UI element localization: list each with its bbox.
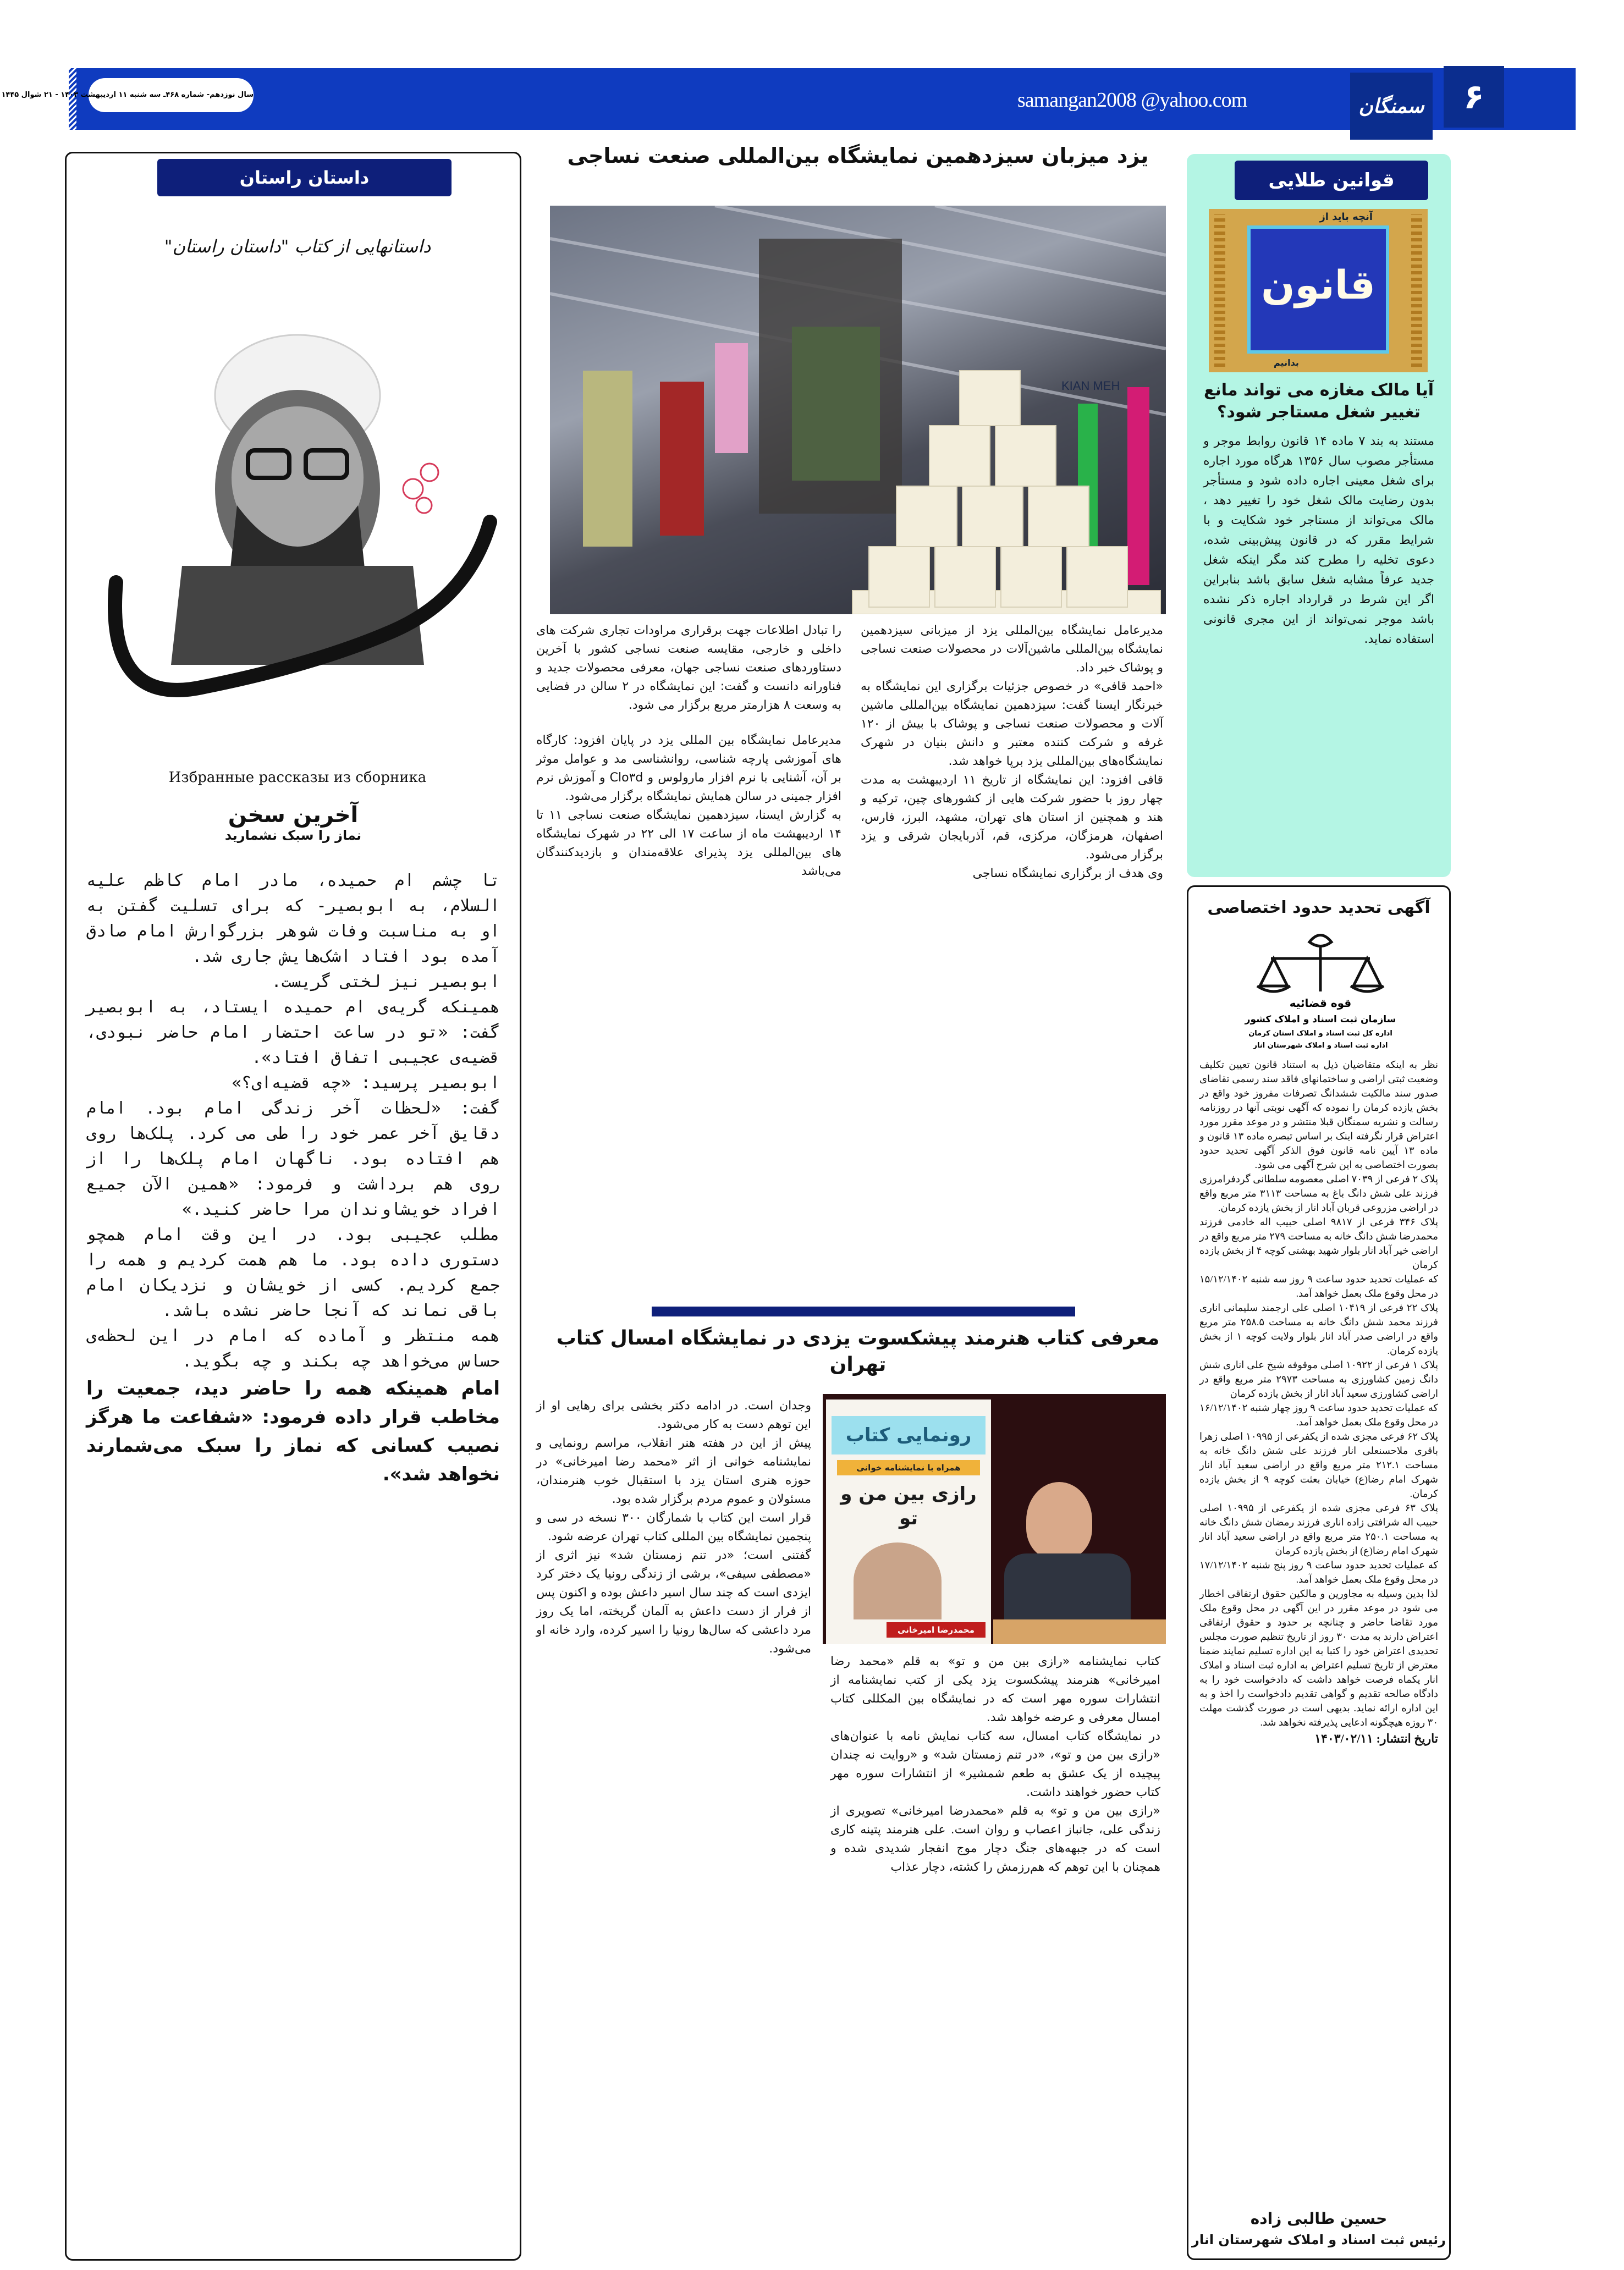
story-paragraph: ابوبصیر پرسید: «چه قضیه‌ای؟» xyxy=(232,1073,500,1093)
section-banner-golden-laws: قوانین طلایی xyxy=(1235,161,1428,200)
article2-paragraph: در نمایشگاه کتاب امسال، سه کتاب نمایش نامه با عنوان‌های «رازی بین من و تو»، «در تنم زمستان شد» و «روایت نه چندان پیچیده از یک عشق به طعم شمشیر» از انتشارات سوره مهر کتاب حضور خواهند داشت. xyxy=(830,1729,1160,1799)
article2-paragraph: پیش از این در هفته هنر انقلاب، مراسم رونمایی و نمایشنامه خوانی از اثر «محمد رضا امیرخانی» در حوزه هنری استان یزد با استقبال خوب هنرمندان، مسئولان و عموم مردم برگزار شده بود. xyxy=(536,1436,811,1506)
contact-email[interactable]: samangan2008 @yahoo.com xyxy=(1017,89,1247,112)
photo-textile-expo xyxy=(550,206,1166,614)
story-body xyxy=(86,868,500,1489)
book-poster xyxy=(826,1400,991,1644)
story-subtitle: نماز را سبک نشمارید xyxy=(224,828,362,843)
article1-column-1 xyxy=(861,621,1163,883)
law-tile xyxy=(1247,225,1389,354)
article2-paragraph: «رازی بین من و تو» به قلم «محمدرضا امیرخانی» تصویری از زندگی علی، جانباز اعصاب و روان است. علی هنرمند پتینه کاری است که در جبهه‌های جنگ دچار موج انفجار شدیدی شده و همچنان با این توهم که هم‌رزمش را کشته، دچار عذاب xyxy=(830,1804,1160,1874)
photo-sign-text: KIAN MEH xyxy=(1061,379,1120,393)
article1-paragraph: به گزارش ایسنا، سیزدهمین نمایشگاه صنعت نساجی ۱۱ تا ۱۴ اردیبهشت ماه از ساعت ۱۷ الی ۲۲ در شهرک نمایشگاه های بین‌المللی یزد پذیرای علاقه‌مندان و بازدیدکنندگان می‌باشد xyxy=(536,808,841,878)
article1-paragraph: «احمد قافی» در خصوص جزئیات برگزاری این نمایشگاه به خبرنگار ایسنا گفت: سیزدهمین نمایشگاه بین‌المللی ماشین آلات و محصولات صنعت نساجی و پوشاک با بیش از ۱۲۰ غرفه و شرکت کننده معتبر و دانش بنیان در شهرک نمایشگاه‌های بین‌المللی یزد برپا خواهد شد. xyxy=(861,680,1163,768)
article1-column-2 xyxy=(536,621,841,881)
legal-notice xyxy=(1187,885,1451,2260)
cover-caption: داستانهایی از کتاب "داستان راستان" xyxy=(164,236,431,257)
law-word: قانون xyxy=(1261,262,1375,308)
notice-paragraph: که عملیات تحدید حدود ساعت ۹ روز پنج شنبه ۱۷/۱۲/۱۴۰۲ در محل وقوع ملک بعمل خواهد آمد. xyxy=(1199,1560,1438,1585)
emblem-line-4: اداره ثبت اسناد و املاک شهرستان انار xyxy=(1253,1042,1388,1050)
page-number: ۶ xyxy=(1444,66,1504,128)
article-title-book-launch: معرفی کتاب هنرمند پیشکسوت یزدی در نمایشگاه امسال کتاب تهران xyxy=(556,1327,1160,1376)
notice-paragraph: که عملیات تحدید حدود ساعت ۹ روز چهار شنبه ۱۶/۱۲/۱۴۰۲ در محل وقوع ملک بعمل خواهد آمد. xyxy=(1199,1402,1438,1428)
notice-paragraph: نظر به اینکه متقاضیان ذیل به استناد قانون تعیین تکلیف وضعیت ثبتی اراضی و ساختمانهای فاقد سند رسمی تقاضای صدور سند مالکیت ششدانگ تصرفات مفروز خود واقع در بخش یازده کرمان را نموده که آگهی نوبتی آنها در روزنامه رسالت و نشریه سمنگان قبلا منتشر و در موعد مقرر مورد اعتراض قرار نگرفته اینک بر اساس تبصره ماده ۱۳ قانون و ماده ۱۳ آیین نامه قانون فوق الذکر آگهی تحدید حدود بصورت اختصاصی به این شرح آگهی می شود. xyxy=(1199,1059,1439,1170)
issue-info: سال نوزدهم- شماره ۴۶۸ـ سه شنبه ۱۱ اردیبهشت ۱۴۰۳ - ۲۱ شوال ۱۴۴۵ xyxy=(89,78,254,112)
emblem-line-3: اداره کل ثبت اسناد و املاک استان کرمان xyxy=(1248,1029,1392,1038)
publish-date-label: تاریخ انتشار: xyxy=(1376,1732,1438,1745)
notice-paragraph: پلاک ۶۲ فرعی مجزی شده از یکفرعی از ۱۰۹۹۵ اصلی زهرا باقری ملاحسنعلی انار فرزند علی شش دانگ خانه به مساحت ۲۱۲.۱ متر مربع واقع در اراضی سعید آباد انار شهرک امام رضا(ع) خیابان بعثت کوچه ۹ از بخش یازده کرمان. xyxy=(1199,1431,1438,1499)
notice-paragraph: پلاک ۶۳ فرعی مجزی شده از یکفرعی از ۱۰۹۹۵ اصلی حبیب اله شرافتی زاده اناری فرزند رمضان شش دانگ خانه به مساحت ۲۵۰.۱ متر مربع واقع در اراضی سعید آباد انار شهرک امام رضا(ع) از بخش یازده کرمان xyxy=(1199,1502,1438,1556)
story-paragraph: مطلب عجیبی بود. در این وقت امام همچو دستوری داده بود. ما هم همت کردیم و همه را جمع کردیم. کسی از خویشان و نزدیکان امام باقی نماند که آنجا حاضر نشده باشد. xyxy=(86,1225,500,1320)
notice-paragraph: پلاک ۱ فرعی از ۱۰۹۲۲ اصلی موقوفه شیخ علی اناری شش دانگ زمین کشاورزی به مساحت ۲۹۷۳ متر مربع واقع در اراضی کشاورزی سعید آباد انار از بخش یازده کرمان xyxy=(1199,1359,1438,1399)
signer-name: حسین طالبی زاده xyxy=(1250,2210,1388,2228)
article1-paragraph: را تبادل اطلاعات جهت برقراری مراودات تجاری شرکت های داخلی و خارجی، مقایسه صنعت نساجی کشور با آخرین دستاوردهای صنعت نساجی جهان، معرفی محصولات جدید و فناورانه دانست و گفت: این نمایشگاه در ۲ سالن در فضایی به وسعت ۸ هزارمتر مربع برگزار می شود. xyxy=(536,624,841,712)
story-paragraph: تا چشم ام حمیده، مادر امام کاظم علیه السلام، به ابوبصیر- که برای تسلیت گفتن به او به مناسبت وفات شوهر بزرگوارش امام صادق آمده بود افتاد اشک‌هایش جاری شد. xyxy=(86,871,500,966)
article2-paragraph: قرار است این کتاب با شمارگان ۳۰۰ نسخه در سی و پنجمین نمایشگاه بین المللی کتاب تهران عرضه شود. xyxy=(536,1511,811,1544)
article2-paragraph: گفتنی است؛ «در تنم زمستان شد» نیز اثری از «مصطفی سیفی»، برشی از زندگی رونیا یک دختر کرد ایزدی است که چند سال اسیر داعش بوده و اکنون پس از فرار از دست داعش به آلمان گریخته، اما یک روز مرد داعشی که سال‌ها رونیا را اسیر کرده، وارد خانه او می‌شود. xyxy=(536,1549,811,1656)
article2-paragraph: وجدان است. در ادامه دکتر بخشی برای رهایی او از این توهم دست به کار می‌شود. xyxy=(536,1399,811,1431)
article-title-textile-expo: یزد میزبان سیزدهمین نمایشگاه بین‌المللی صنعت نساجی xyxy=(567,144,1149,168)
notice-paragraph: لذا بدین وسیله به مجاورین و مالکین حقوق ارتفاقی اخطار می شود در موعد مقرر در این آگهی در محل وقوع ملک مورد تقاضا حاضر و چنانچه بر حدود و حقوق ارتفاقی اعتراض دارند به مدت ۳۰ روز از تاریخ تنظیم صورت مجلس تحدیدی اعتراض خود را کتبا به این اداره تسلیم نمایند ضمنا معترض از تاریخ تسلیم اعتراض به اداره ثبت اسناد و املاک انار یکماه فرصت خواهد داشت که دادخواست خود را به دادگاه صالحه تقدیم و گواهی تقدیم دادخواست را اخذ و به این اداره ارائه نماید. بدیهی است در صورت گذشت مهلت ۳۰ روزه هیچگونه ادعایی پذیرفته نخواهد شد. xyxy=(1199,1588,1439,1728)
law-image-bottom-text: بدانیم xyxy=(1274,357,1299,368)
notice-paragraph: پلاک ۲ فرعی از ۷۰۳۹ اصلی معصومه سلطانی گردفرامرزی فرزند علی شش دانگ باغ به مساحت ۳۱۱۳ متر مربع واقع در اراضی مزروعی قربان آباد انار از بخش یازده کرمان. xyxy=(1199,1173,1439,1213)
article1-paragraph: مدیرعامل نمایشگاه بین المللی یزد در پایان افزود: کارگاه های آموزشی پارچه شناسی، روانشناسی مد و عوامل موثر بر آن، آشنایی با نرم افزار مارولوس و Clo۳d و آموزش نرم افزار جمینی در سالن همایش نمایشگاه برگزار می‌شود. xyxy=(536,734,841,803)
publish-date: ۱۴۰۳/۰۲/۱۱ xyxy=(1314,1732,1374,1745)
podium xyxy=(993,1619,1166,1644)
article2-paragraph: کتاب نمایشنامه «رازی بین من و تو» به قلم «محمد رضا امیرخانی» هنرمند پیشکسوت یزد یکی از کتب نمایشنامه از انتشارات سوره مهر است که در نمایشگاه بین المکللی کتاب امسال معرفی و عرضه خواهد شد. xyxy=(830,1655,1160,1724)
notice-signature xyxy=(1188,2210,1449,2247)
emblem-line-1: قوه قضائیه xyxy=(1289,996,1352,1010)
newspaper-logo: سمنگان xyxy=(1350,73,1433,140)
section-divider xyxy=(652,1307,1075,1316)
speaker-head xyxy=(1026,1482,1092,1559)
poster-portrait xyxy=(854,1542,942,1619)
golden-laws-panel xyxy=(1187,154,1451,877)
poster-author: محمدرضا امیرخانی xyxy=(887,1622,986,1638)
cover-calligraphy: مطهری xyxy=(468,715,486,721)
story-paragraph: ابوبصیر نیز لختی گریست. xyxy=(271,972,500,991)
notice-body xyxy=(1199,1057,1438,1746)
emblem-line-2: سازمان ثبت اسناد و املاک کشور xyxy=(1245,1014,1396,1025)
law-illustration xyxy=(1209,209,1428,372)
law-image-top-text: آنچه باید از xyxy=(1319,211,1373,223)
story-paragraph: همه منتظر و آماده که امام در این لحظه‌ی حساس می‌خواهد چه بکند و چه بگوید. xyxy=(86,1326,500,1371)
story-paragraph: گفت: «لحظات آخر زندگی امام بود. امام دقایق آخر عمر خود را طی می کرد. پلک‌ها روی هم افتاده بود. ناگهان امام پلک‌ها را از روی هم برداشت و فرمود: «همین الآن جمیع افراد خویشاوندان مرا حاضر کنید.» xyxy=(86,1099,500,1219)
article2-column-1 xyxy=(830,1652,1160,1877)
publish-date-row xyxy=(1199,1732,1438,1746)
stories-column xyxy=(65,152,521,2261)
article1-paragraph: وی هدف از برگزاری نمایشگاه نساجی xyxy=(972,867,1163,880)
story-title: آخرین سخن xyxy=(228,802,359,828)
poster-subtitle: همراه با نمایشنامه خوانی xyxy=(837,1460,980,1475)
section-banner-stories: داستان راستان xyxy=(157,159,452,196)
notice-paragraph: پلاک ۳۴۶ فرعی از ۹۸۱۷ اصلی حبیب اله خادمی فرزند محمدرضا شش دانگ خانه به مساحت ۲۷۹ متر مربع واقع در اراضی خیر آباد انار بلوار شهید بهشتی کوچه ۴ از بخش یازده کرمان xyxy=(1199,1216,1438,1270)
masthead-bar xyxy=(1,68,1576,130)
story-conclusion: امام همینکه همه را حاضر دید، جمعیت را مخاطب قرار داده فرمود: «شفاعت ما هرگز نصیب کسانی که نماز را سبک می‌شمارند نخواهد شد». xyxy=(86,1378,500,1485)
article1-paragraph: قافی افزود: این نمایشگاه از تاریخ ۱۱ اردیبهشت به مدت چهار روز با حضور شرکت هایی از کشورهای چین، ترکیه و هند و همچنین از استان های تهران، مشهد، البرز، فارس، اصفهان، هرمزگان، مرکزی، قم، آذربایجان شرقی و یزد برگزار می‌شود. xyxy=(861,773,1163,862)
article2-column-2 xyxy=(536,1397,811,1659)
photo-book-launch xyxy=(823,1394,1166,1644)
ornament-border-right xyxy=(1411,214,1422,367)
story-paragraph: همینکه گریه‌ی ام حمیده ایستاد، به ابوبصیر گفت: «تو در ساعت احتضار امام حاضر نبودی، قضیه‌ی عجیبی اتفاق افتاد». xyxy=(86,998,500,1067)
signer-role: رئیس ثبت اسناد و املاک شهرستان انار xyxy=(1192,2232,1446,2247)
poster-headline: رونمایی کتاب xyxy=(832,1416,986,1454)
notice-title: آگهی تحدید حدود اختصاصی xyxy=(1207,898,1430,917)
judiciary-emblem-icon xyxy=(1227,925,1414,1052)
poster-book-title: رازی بین من و تو xyxy=(840,1483,977,1529)
article1-paragraph: مدیرعامل نمایشگاه بین‌المللی یزد از میزبانی سیزدهمین نمایشگاه بین‌المللی ماشین‌آلات در محصولات صنعت نساجی و پوشاک خبر داد. xyxy=(861,624,1163,675)
cover-russian-subtitle: Избранные рассказы из сборника xyxy=(168,769,427,786)
story-heading xyxy=(67,802,520,843)
law-article-title: آیا مالک مغازه می تواند مانع تغییر شغل مستاجر شود؟ xyxy=(1203,381,1434,422)
law-article-body: مستند به بند ۷ ماده ۱۴ قانون روابط موجر و مستأجر مصوب سال ۱۳۵۶ هرگاه مورد اجاره برای شغل معینی اجاره داده شود و مستأجر بدون رضایت مالک شغل خود را تغییر دهد ، مالک می‌تواند از مستاجر خود شکایت و با شرایط مقرر که در قانون پیش‌بینی شده، دعوی تخلیه را مطرح کند مگر اینکه شغل جدید عرفاً مشابه شغل سابق باشد بنابراین اگر این شرط در قرارداد اجاره ذکر نشده باشد موجر نمی‌تواند از این مجری قانونی استفاده نماید. xyxy=(1203,434,1435,646)
portrait-illustration xyxy=(83,313,512,753)
book-cover-illustration xyxy=(83,203,512,841)
notice-paragraph: که عملیات تحدید حدود ساعت ۹ روز سه شنبه ۱۵/۱۲/۱۴۰۲ در محل وقوع ملک بعمل خواهد آمد. xyxy=(1199,1274,1438,1299)
notice-paragraph: پلاک ۲۲ فرعی از ۱۰۴۱۹ اصلی علی ارجمند سلیمانی اناری فرزند محمد شش دانگ خانه به مساحت ۲۵۸.۵ متر مربع واقع در اراضی صدر آباد انار بلوار ولایت کوچه ۱ از بخش یازده کرمان. xyxy=(1199,1302,1439,1356)
ornament-border-left xyxy=(1214,214,1225,367)
